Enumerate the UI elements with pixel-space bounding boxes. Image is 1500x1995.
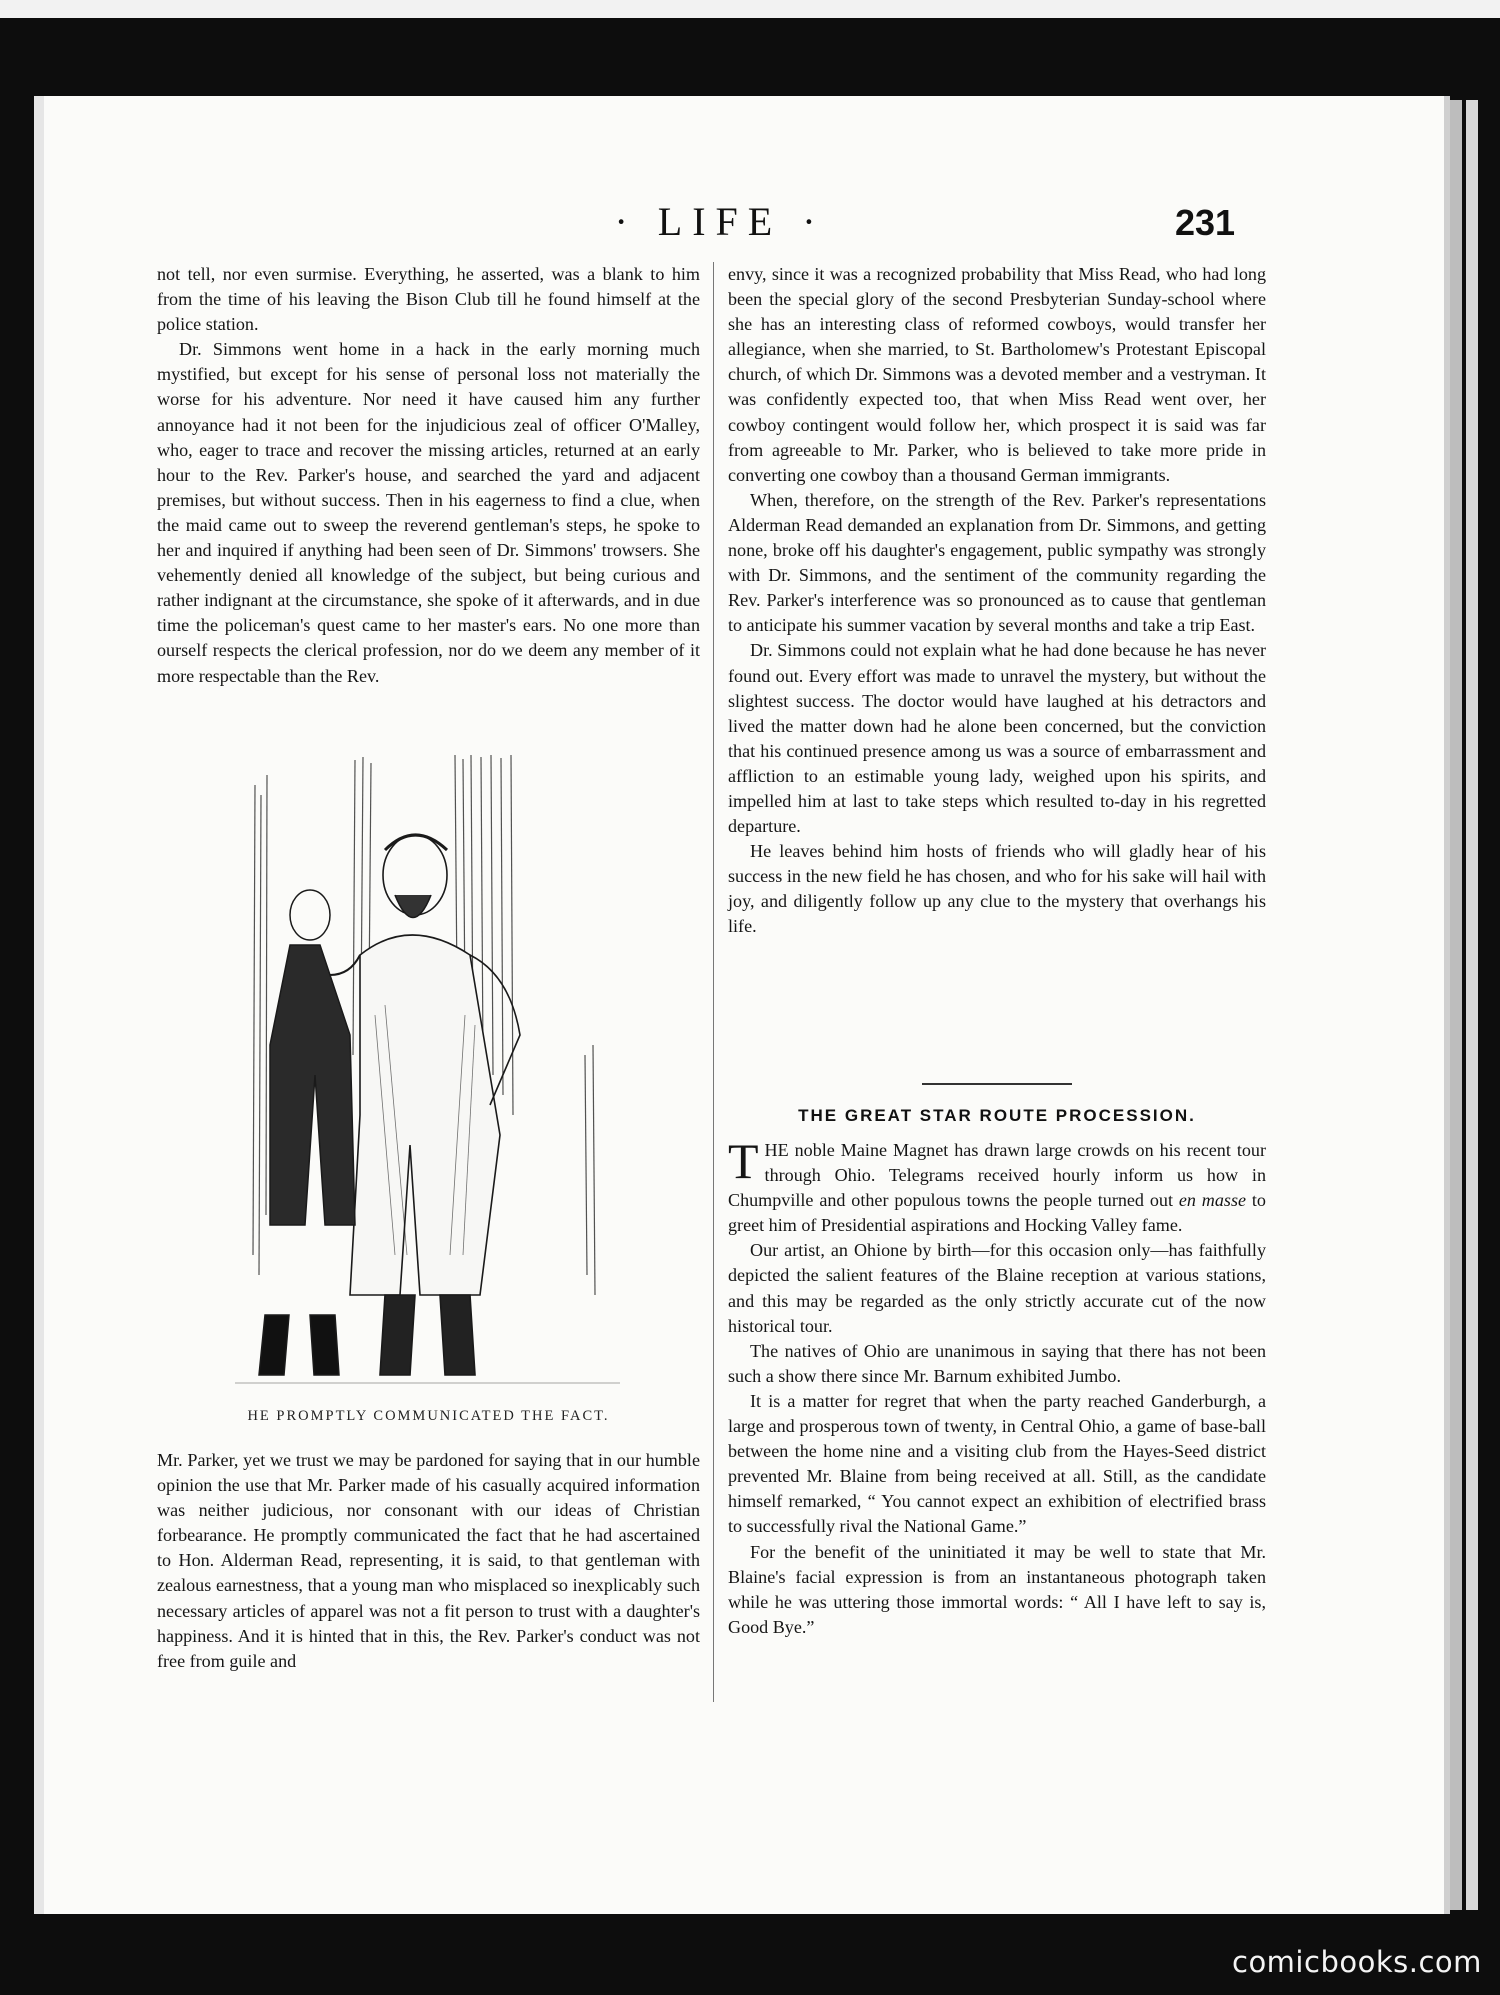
paragraph: Mr. Parker, yet we trust we may be pardoned for saying that in our humble opinion the use that Mr. Parker made of his casually acquired information was neither judicious, nor consonant with our ideas of Christian forbearance. He promptly communicated the fact that he had ascertained to Hon. Alderman Read, representing, it is said, to that gentleman with zealous earnestness, that a young man who misplaced so inexplicably such necessary articles of apparel was not a fit person to trust with a daughter's happiness. And it is hinted that in this, the Rev. Parker's conduct was not free from guile and	[157, 1450, 700, 1671]
tall-man	[350, 835, 520, 1375]
paragraph: Dr. Simmons went home in a hack in the early morning much mystified, but except for his sense of personal loss not materially the worse for his adventure. Nor need it have caused him any further annoyance had it not been for the injudicious zeal of officer O'Malley, who, eager to trace and recover the missing articles, returned at an early hour to the Rev. Parker's house, and searched the yard and adjacent premises, but without success. Then in his eagerness to find a clue, when the maid came out to sweep the reverend gentleman's steps, he spoke to her and inquired if anything had been seen of Dr. Simmons' trowsers. She vehemently denied all knowledge of the subject, but being curious and rather indignant at the circumstance, she spoke of it afterwards, and in due time the policeman's quest came to her master's ears. No one more than ourself respects the clerical profession, nor do we deem any member of it more respectable than the Rev.	[157, 339, 700, 686]
paragraph: For the benefit of the uninitiated it may be well to state that Mr. Blaine's facial expression is from an instantaneous photograph taken while he was uttering those immortal words: “ All I have left to say is, Good Bye.”	[728, 1541, 1266, 1637]
section-rule	[922, 1083, 1072, 1085]
paragraph: He leaves behind him hosts of friends who will gladly hear of his success in the new field he has chosen, and who for his sake will hail with joy, and diligently follow up any clue to the mystery that overhangs his life.	[728, 841, 1266, 937]
paragraph: When, therefore, on the strength of the Rev. Parker's representations Alderman Read demanded an explanation from Dr. Simmons, and getting none, broke off his daughter's engagement, public sympathy was strongly with Dr. Simmons, and the sentiment of the community regarding the Rev. Parker's interference was so pronounced as to cause that gentleman to anticipate his summer vacation by several months and take a trip East.	[728, 489, 1266, 636]
paragraph: Our artist, an Ohione by birth—for this occasion only—has faithfully depicted the salient features of the Blaine reception at various stations, and this may be regarded as the only strictly accurate cut of the now historical tour.	[728, 1240, 1266, 1336]
short-man	[259, 890, 360, 1375]
paragraph: The natives of Ohio are unanimous in saying that there has not been such a show there since Mr. Barnum exhibited Jumbo.	[728, 1340, 1266, 1386]
page-number: 231	[1175, 202, 1236, 243]
drop-cap: T	[728, 1133, 759, 1189]
paragraph: Dr. Simmons could not explain what he had done because he has never found out. Every effort was made to unravel the mystery, but without the slightest success. The doctor would have laughed at his detractors and lived the matter down had he alone been concerned, but the conviction that his continued presence among us was a source of embarrassment and affliction to an estimable young lady, weighed upon his spirits, and impelled him at last to take steps which resulted to-day in his regretted departure.	[728, 640, 1266, 837]
illustration-two-men	[235, 755, 620, 1395]
paragraph: envy, since it was a recognized probability that Miss Read, who had long been the special glory of the second Presbyterian Sunday-school where she has an interesting class of reformed cowboys, would transfer her allegiance, when she married, to St. Bartholomew's Protestant Episcopal church, of which Dr. Simmons was a devoted member and a vestryman. It was confidently expected too, that when Miss Read went over, her cowboy contingent would follow her, which prospect it is said was far from agreeable to Mr. Parker, who is believed to take more pride in converting one cowboy than a thousand German immigrants.	[728, 264, 1266, 485]
left-column-bottom	[157, 1448, 700, 1674]
watermark: comicbooks.com	[1232, 1945, 1482, 1979]
page-left-edge	[34, 96, 44, 1914]
paragraph: not tell, nor even surmise. Everything, he asserted, was a blank to him from the time of his leaving the Bison Club till he found himself at the police station.	[157, 264, 700, 335]
paragraph: THE noble Maine Magnet has drawn large crowds on his recent tour through Ohio. Telegrams received hourly inform us how in Chumpville and other populous towns the people turned out en masse to greet him of Presidential aspirations and Hocking Valley fame.	[728, 1133, 1266, 1236]
paragraph: It is a matter for regret that when the party reached Ganderburgh, a large and prosperous town of twenty, in Central Ohio, a game of base-ball between the home nine and a visiting club from the Hayes-Seed district prevented Mr. Blaine from being received at all. Still, as the candidate himself remarked, “ You cannot expect an exhibition of electrified brass to successfully rival the National Game.”	[728, 1390, 1266, 1537]
illustration-caption: HE PROMPTLY COMMUNICATED THE FACT.	[247, 1408, 610, 1424]
section-heading: THE GREAT STAR ROUTE PROCESSION.	[798, 1106, 1196, 1125]
page-title: · LIFE ·	[614, 199, 826, 244]
column-divider	[713, 262, 714, 1702]
page-right-edge-2	[1466, 100, 1478, 1910]
left-column-top	[157, 262, 700, 689]
right-column	[728, 262, 1266, 940]
article-star-route	[728, 1133, 1266, 1640]
scan-top-band	[0, 0, 1500, 18]
